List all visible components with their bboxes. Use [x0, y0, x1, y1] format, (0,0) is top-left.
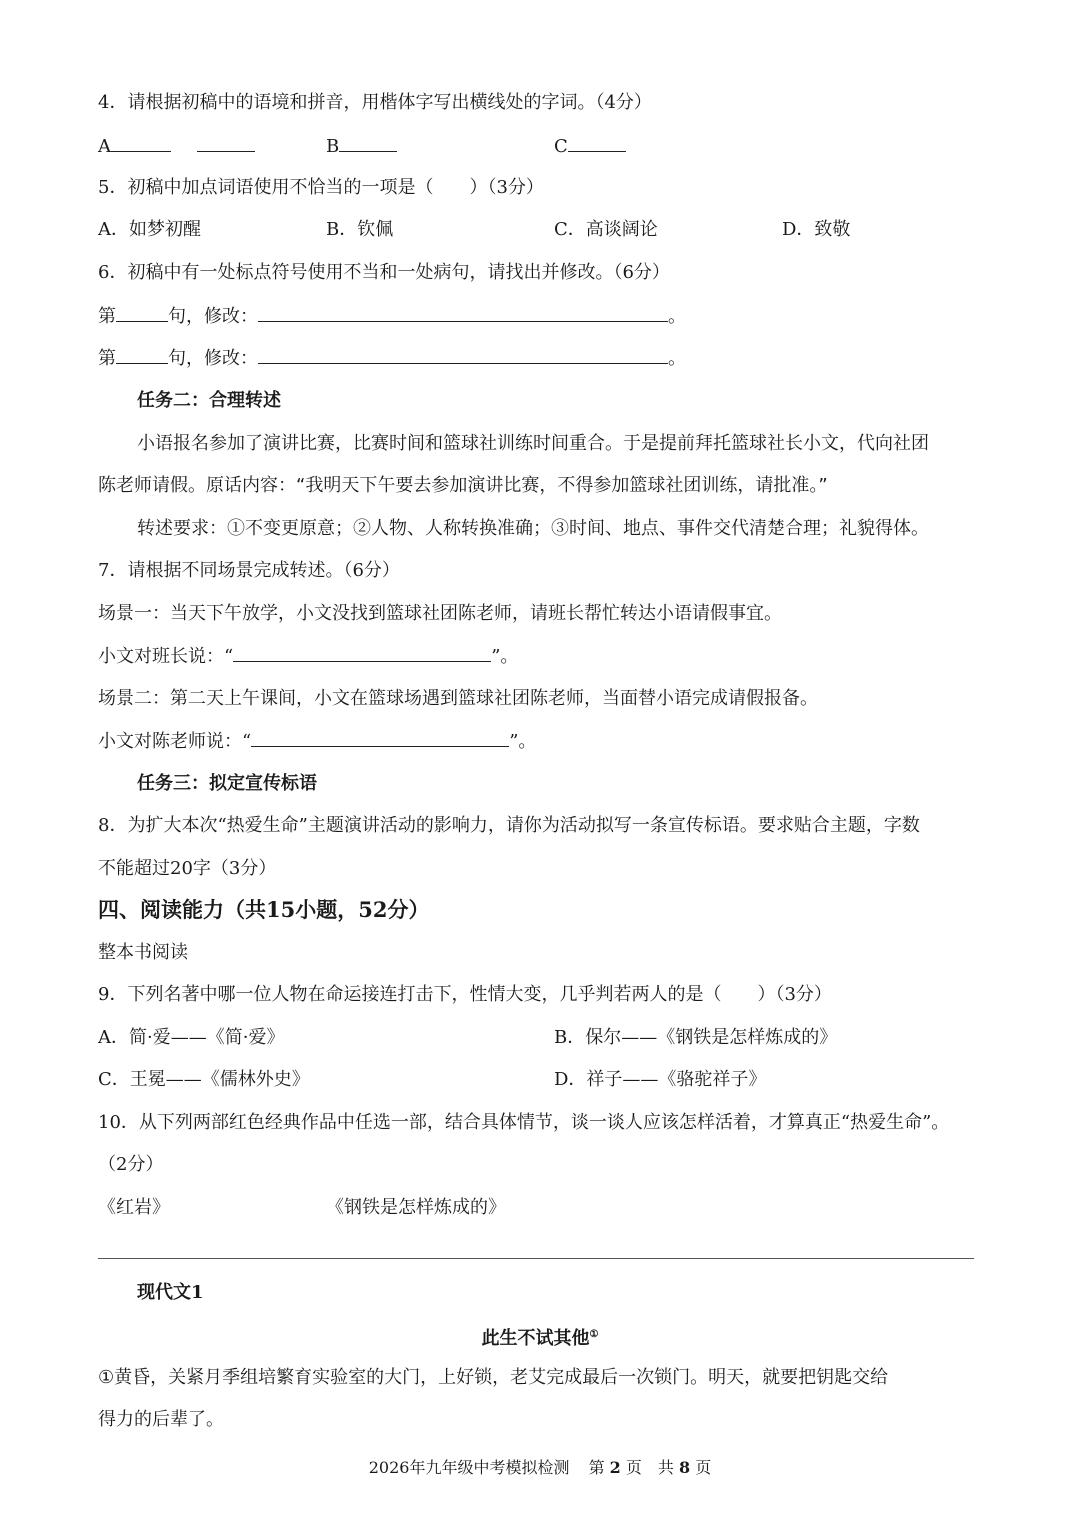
question-8-line-2: 不能超过20字（3分） — [98, 858, 277, 879]
q4-answer-c — [554, 133, 626, 160]
q7-speech1-blank[interactable] — [233, 643, 491, 662]
passage-paragraph-1-line-2: 得力的后辈了。 — [98, 1409, 224, 1430]
question-6: 6．初稿中有一处标点符号使用不当和一处病句，请找出并修改。（6分） — [98, 262, 670, 283]
q7-speech2-blank[interactable] — [251, 728, 509, 747]
q4-blank-a1[interactable] — [111, 133, 171, 152]
q4-blank-b[interactable] — [339, 133, 397, 152]
q10-book-2: 《钢铁是怎样炼成的》 — [326, 1197, 506, 1218]
footer-page-number: 2 — [609, 1458, 621, 1477]
q6-prefix: 第 — [98, 348, 116, 369]
question-10-line-1: 10．从下列两部红色经典作品中任选一部，结合具体情节，谈一谈人应该怎样活着，才算真正“热爱生命”。 — [98, 1112, 950, 1133]
q4-label-c: C — [554, 136, 568, 157]
section-divider — [98, 1258, 974, 1259]
q5-option-d: D．致敬 — [782, 219, 851, 240]
q4-answer-b — [326, 133, 397, 160]
question-8-line-1: 8．为扩大本次“热爱生命”主题演讲活动的影响力，请你为活动拟写一条宣传标语。要求贴合主题，字数 — [98, 815, 920, 836]
q6-sentence-blank-2[interactable] — [116, 345, 168, 364]
footer-page-mid: 页 共 — [625, 1458, 674, 1477]
question-9: 9．下列名著中哪一位人物在命运接连打击下，性情大变，几乎判若两人的是（ ）（3分） — [98, 984, 832, 1005]
section-4-subheading: 整本书阅读 — [98, 942, 188, 963]
task2-requirements: 转述要求：①不变更原意；②人物、人称转换准确；③时间、地点、事件交代清楚合理；礼貌得体。 — [137, 518, 929, 539]
passage-title-text: 此生不试其他 — [481, 1328, 590, 1349]
question-4: 4．请根据初稿中的语境和拼音，用楷体字写出横线处的字词。（4分） — [98, 92, 652, 113]
q6-answer-line-1 — [98, 303, 686, 330]
q7-speech2-suffix: ”。 — [509, 731, 537, 752]
task2-paragraph-line-1: 小语报名参加了演讲比赛，比赛时间和篮球社训练时间重合。于是提前拜托篮球社长小文，代向社团 — [137, 433, 929, 454]
q9-option-c: C．王冕——《儒林外史》 — [98, 1069, 310, 1090]
passage-title-note: ① — [589, 1329, 599, 1340]
q6-mid: 句，修改： — [168, 306, 258, 327]
question-5: 5．初稿中加点词语使用不恰当的一项是（ ）（3分） — [98, 177, 544, 198]
passage-title — [0, 1322, 1080, 1352]
q4-label-a: A — [98, 136, 111, 157]
q7-scene-1: 场景一：当天下午放学，小文没找到篮球社团陈老师，请班长帮忙转达小语请假事宜。 — [98, 603, 782, 624]
q9-option-b: B．保尔——《钢铁是怎样炼成的》 — [554, 1027, 838, 1048]
reading-label: 现代文1 — [137, 1282, 204, 1303]
task2-heading: 任务二：合理转述 — [137, 390, 281, 411]
page-footer — [0, 1455, 1080, 1478]
section-4-heading: 四、阅读能力（共15小题，52分） — [98, 897, 430, 922]
q7-speech-2 — [98, 728, 536, 755]
q7-speech-1 — [98, 643, 518, 670]
question-7: 7．请根据不同场景完成转述。（6分） — [98, 560, 400, 581]
q5-option-a: A．如梦初醒 — [98, 219, 201, 240]
q4-answer-a — [98, 133, 255, 160]
q9-option-a: A．简·爱——《简·爱》 — [98, 1027, 285, 1048]
q5-option-c: C．高谈阔论 — [554, 219, 658, 240]
q6-answer-line-2 — [98, 345, 686, 372]
q6-end: 。 — [668, 306, 686, 327]
footer-page-suffix: 页 — [695, 1458, 712, 1477]
q6-mid: 句，修改： — [168, 348, 258, 369]
q7-scene-2: 场景二：第二天上午课间，小文在篮球场遇到篮球社团陈老师，当面替小语完成请假报备。 — [98, 688, 818, 709]
footer-page-prefix: 第 — [588, 1458, 605, 1477]
question-10-line-2: （2分） — [98, 1154, 164, 1175]
q6-prefix: 第 — [98, 306, 116, 327]
footer-total-pages: 8 — [679, 1458, 691, 1477]
task2-paragraph-line-2: 陈老师请假。原话内容：“我明天下午要去参加演讲比赛，不得参加篮球社团训练，请批准。” — [98, 475, 828, 496]
q4-label-b: B — [326, 136, 340, 157]
q10-book-1: 《红岩》 — [98, 1197, 170, 1218]
q5-option-b: B．钦佩 — [326, 219, 394, 240]
q6-revision-blank-2[interactable] — [258, 345, 668, 364]
q7-speech1-suffix: ”。 — [491, 646, 519, 667]
passage-paragraph-1-line-1: ①黄昏，关紧月季组培繁育实验室的大门，上好锁，老艾完成最后一次锁门。明天，就要把钥匙交给 — [98, 1367, 889, 1388]
task3-heading: 任务三：拟定宣传标语 — [137, 773, 317, 794]
q6-end: 。 — [668, 348, 686, 369]
q9-option-d: D．祥子——《骆驼祥子》 — [554, 1069, 767, 1090]
q7-speech2-prefix: 小文对陈老师说：“ — [98, 731, 252, 752]
q6-revision-blank-1[interactable] — [258, 303, 668, 322]
q7-speech1-prefix: 小文对班长说：“ — [98, 646, 234, 667]
q6-sentence-blank-1[interactable] — [116, 303, 168, 322]
q4-blank-a2[interactable] — [197, 133, 255, 152]
q4-blank-c[interactable] — [568, 133, 626, 152]
footer-exam-title: 2026年九年级中考模拟检测 — [368, 1458, 570, 1477]
